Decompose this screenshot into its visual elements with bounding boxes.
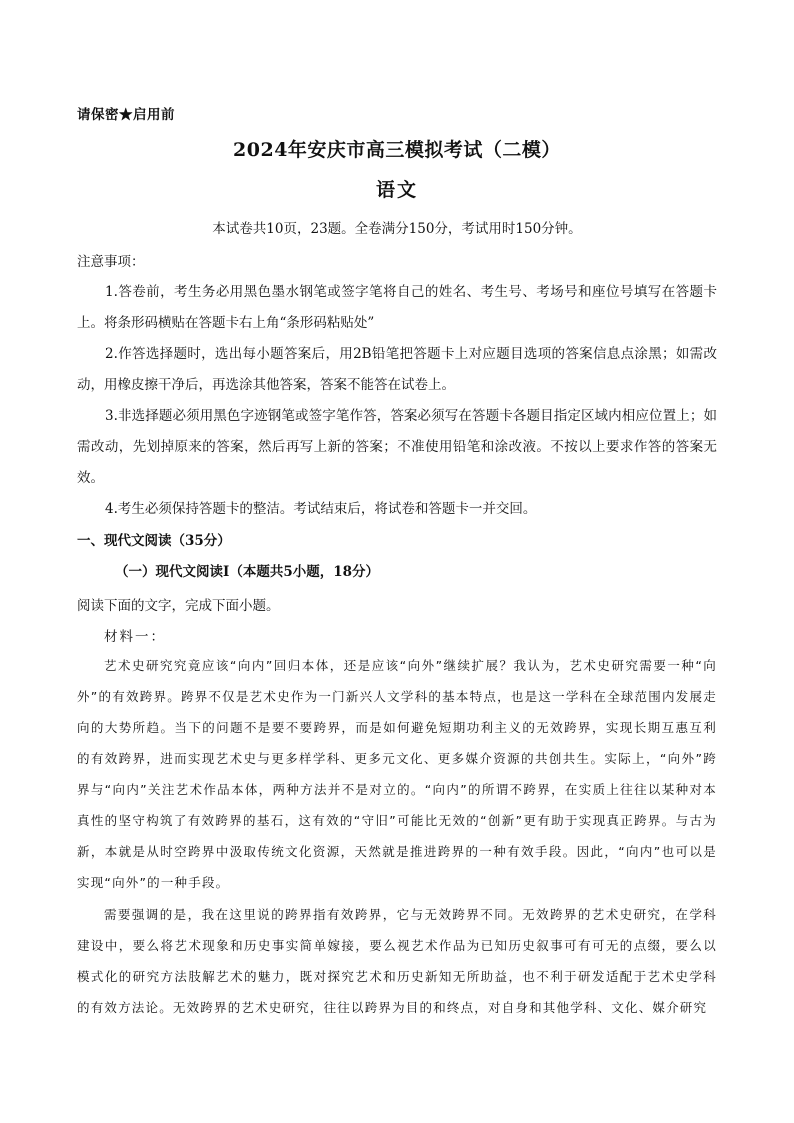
section-subheading: （一）现代文阅读I（本题共5小题，18分）: [115, 564, 379, 580]
material-paragraph-1: 艺术史研究究竟应该“向内”回归本体，还是应该“向外”继续扩展？我认为，艺术史研究需要一种“向外”的有效跨界。跨界不仅是艺术史作为一门新兴人文学科的基本特点，也是这一学科在全球范围内发展走向的大势所趋。当下的问题不是要不要跨界，而是如何避免短期功利主义的无效跨界，实现长期互惠互利的有效跨界，进而实现艺术史与更多样学科、更多元文化、更多媒介资源的共创共生。实际上，“向外”跨界与“向内”关注艺术作品本体，两种方法并不是对立的。“向内”的所谓不跨界，在实质上往往以某种对本真性的坚守构筑了有效跨界的基石，这有效的“守旧”可能比无效的“创新”更有助于实现真正跨界。与古为新，本就是从时空跨界中汲取传统文化资源，天然就是推进跨界的一种有效手段。因此，“向内”也可以是实现“向外”的一种手段。: [77, 658, 717, 890]
notice-item-4: 4.考生必须保持答题卡的整洁。考试结束后，将试卷和答题卡一并交回。: [105, 501, 537, 517]
reading-instruction: 阅读下面的文字，完成下面小题。: [77, 598, 280, 614]
notice-item-2: 2.作答选择题时，选出每小题答案后，用2B铅笔把答题卡上对应题目选项的答案信息点涂黑；如需改动，用橡皮擦干净后，再选涂其他答案，答案不能答在试卷上。: [77, 346, 717, 393]
material-label: 材料一：: [104, 629, 166, 645]
confidential-label: 请保密★启用前: [77, 107, 175, 123]
section-heading: 一、现代文阅读（35分）: [77, 533, 231, 549]
exam-title: 2024年安庆市高三模拟考试（二模）: [233, 139, 561, 161]
notice-title: 注意事项：: [77, 254, 145, 270]
notice-item-3: 3.非选择题必须用黑色字迹钢笔或签字笔作答，答案必须写在答题卡各题目指定区域内相应位置上；如需改动，先划掉原来的答案，然后再写上新的答案；不准使用铅笔和涂改液。不按以上要求作答的答案无效。: [77, 408, 717, 486]
exam-info: 本试卷共10页，23题。全卷满分150分，考试用时150分钟。: [212, 221, 582, 237]
notice-item-1: 1.答卷前，考生务必用黑色墨水钢笔或签字笔将自己的姓名、考生号、考场号和座位号填写在答题卡上。将条形码横贴在答题卡右上角“条形码粘贴处”: [77, 284, 717, 331]
material-paragraph-2: 需要强调的是，我在这里说的跨界指有效跨界，它与无效跨界不同。无效跨界的艺术史研究，在学科建设中，要么将艺术现象和历史事实简单嫁接，要么视艺术作品为已知历史叙事可有可无的点缀，要么以模式化的研究方法肢解艺术的魅力，既对探究艺术和历史新知无所助益，也不利于研发适配于艺术史学科的有效方法论。无效跨界的艺术史研究，往往以跨界为目的和终点，对自身和其他学科、文化、媒介研究: [77, 907, 717, 1015]
subject-title: 语文: [375, 179, 418, 201]
